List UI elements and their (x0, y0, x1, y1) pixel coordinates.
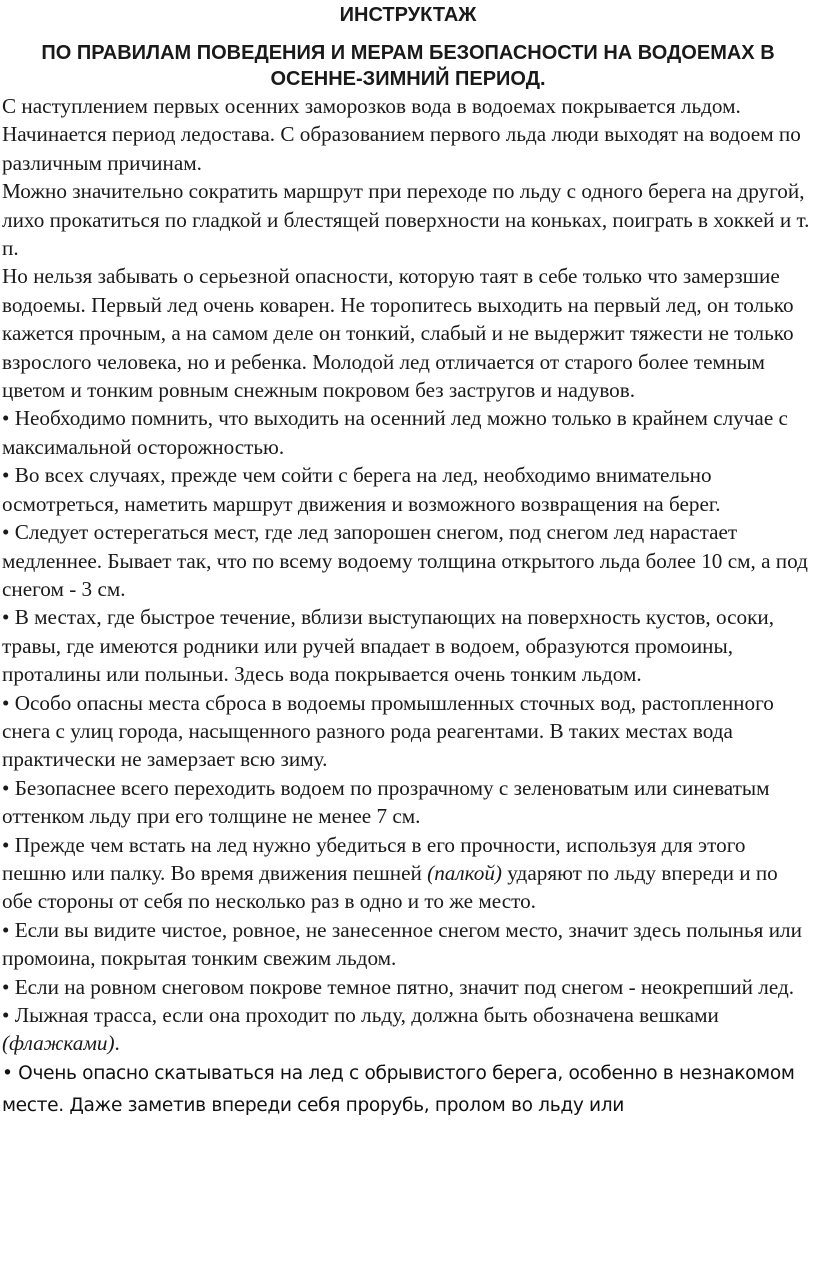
list-item-autumn-ice: • Необходимо помнить, что выходить на осенний лед можно только в крайнем случае с максимальной осторожностью. (2, 406, 788, 459)
document-subtitle (28, 40, 788, 92)
list-item-check-strength (2, 831, 812, 916)
italic-span: (палкой) (427, 860, 502, 885)
list-item-fast-current: • В местах, где быстрое течение, вблизи выступающих на поверхность кустов, осоки, травы, где имеются родники или ручей впадает в водоем, образуются промоины, проталины или полыньи. Здесь вода покрывается очень тонким льдом. (2, 605, 775, 687)
list-item-clean-spot: • Если вы видите чистое, ровное, не занесенное снегом место, значит здесь полынья или промоина, покрытая тонким свежим льдом. (2, 917, 802, 971)
paragraph-intro: С наступлением первых осенних заморозков вода в водоемах покрывается льдом. Начинается период ледостава. С образованием первого льда люди выходят на водоем по различным причинам. (2, 94, 801, 175)
document-tail (0, 1058, 816, 1122)
italic-span: (флажками) (2, 1031, 115, 1056)
text-span: • Прежде чем встать на лед нужно убедиться в его прочности, используя для этого пешню или палку. Во время движения пешней (2, 832, 746, 885)
list-item-look-around: • Во всех случаях, прежде чем сойти с берега на лед, необходимо внимательно осмотреться, наметить маршрут движения и возможного возвращения на берег. (2, 463, 721, 516)
text-span: • Лыжная трасса, если она проходит по льду, должна быть обозначена вешками (2, 1003, 719, 1027)
list-item-sewage: • Особо опасны места сброса в водоемы промышленных сточных вод, растопленного снега с улиц города, насыщенного разного рода реагентами. В таких местах вода практически не замерзает всю зиму. (2, 690, 774, 772)
document-body (0, 92, 816, 1058)
paragraph-shortcut: Можно значительно сократить маршрут при переходе по льду с одного берега на другой, лихо прокатиться по гладкой и блестящей поверхности на коньках, поиграть в хоккей и т. п. (2, 179, 810, 261)
document-subtitle-line2: ОСЕННЕ-ЗИМНИЙ ПЕРИОД. (270, 68, 546, 90)
document-subtitle-line1: ПО ПРАВИЛАМ ПОВЕДЕНИЯ И МЕРАМ БЕЗОПАСНОСТИ НА ВОДОЕМАХ В (41, 42, 775, 64)
text-span: ударяют по льду впереди и по обе стороны от себя по несколько раз в одно и то же место. (2, 860, 778, 914)
list-item-safe-ice: • Безопаснее всего переходить водоем по прозрачному с зеленоватым или синеватым оттенком льду при его толщине не менее 7 см. (2, 775, 770, 829)
list-item-steep-bank: • Очень опасно скатываться на лед с обрывистого берега, особенно в незнакомом месте. Даже заметив впереди себя прорубь, пролом во льду или (2, 1062, 795, 1116)
text-span: . (114, 1031, 120, 1056)
list-item-dark-spot: • Если на ровном снеговом покрове темное пятно, значит под снегом - неокрепший лед. (2, 974, 795, 999)
paragraph-danger: Но нельзя забывать о серьезной опасности, которую таят в себе только что замерзшие водоемы. Первый лед очень коварен. Не торопитесь выходить на первый лед, он только кажется прочным, а на самом деле он тонкий, слабый и не выдержит тяжести не только взрослого человека, но и ребенка. Молодой лед отличается от старого более темным цветом и тонким ровным снежным покровом без застругов и надувов. (2, 264, 794, 403)
list-item-snow-covered: • Следует остерегаться мест, где лед запорошен снегом, под снегом лед нарастает медленнее. Бывает так, что по всему водоему толщина открытого льда более 10 см, а под снегом - 3 см. (2, 520, 808, 601)
list-item-ski-track (2, 1001, 812, 1058)
document-title: ИНСТРУКТАЖ (339, 4, 477, 26)
